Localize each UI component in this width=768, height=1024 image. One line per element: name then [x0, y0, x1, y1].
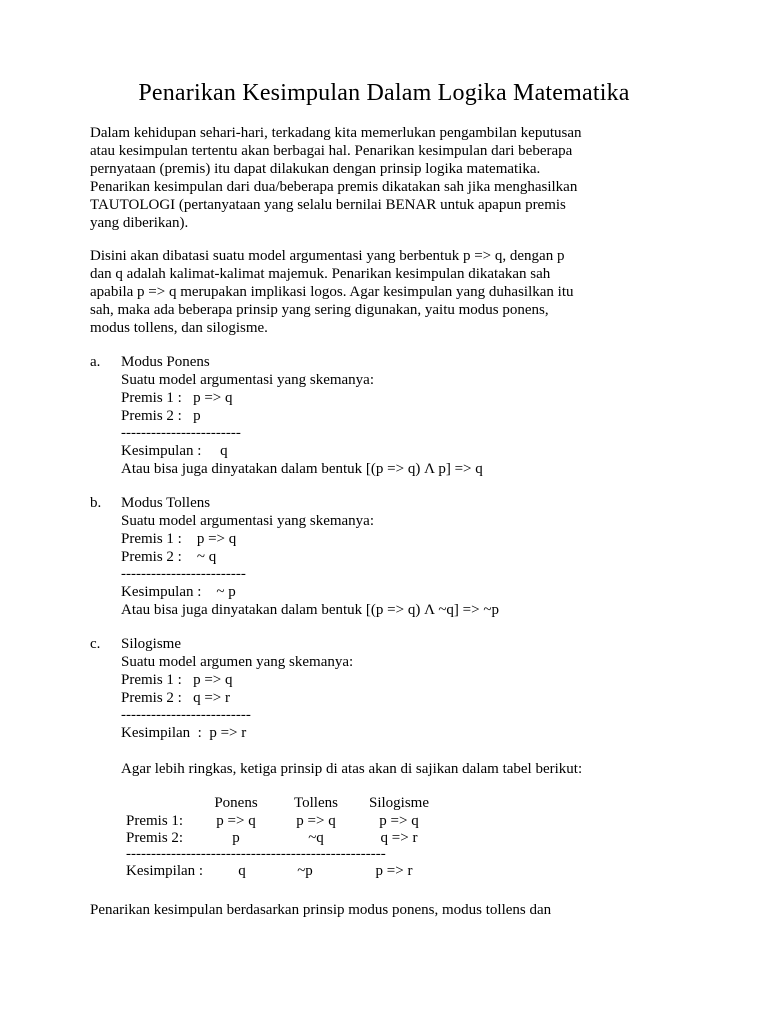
- conclusion: Kesimpulan : q: [121, 443, 228, 459]
- premis-1: Premis 1 : p => q: [121, 531, 237, 547]
- table-cell: p => q: [379, 813, 419, 829]
- table-cell: q => r: [380, 830, 418, 846]
- conclusion: Kesimpilan : p => r: [121, 725, 247, 741]
- section-intro: Suatu model argumen yang skemanya:: [121, 654, 354, 670]
- second-line: sah, maka ada beberapa prinsip yang sering digunakan, yaitu modus ponens,: [90, 302, 549, 318]
- intro-line: Penarikan kesimpulan dari dua/beberapa premis dikatakan sah jika menghasilkan: [90, 179, 578, 195]
- section-intro: Suatu model argumentasi yang skemanya:: [121, 372, 375, 388]
- section-note: Atau bisa juga dinyatakan dalam bentuk [(p => q) Λ ~q] => ~p: [121, 602, 499, 618]
- section-note: Atau bisa juga dinyatakan dalam bentuk [(p => q) Λ p] => q: [121, 461, 483, 477]
- premis-1: Premis 1 : p => q: [121, 672, 233, 688]
- second-paragraph: [90, 247, 690, 337]
- intro-paragraph: [90, 124, 690, 232]
- intro-line: TAUTOLOGI (pertanyataan yang selalu bernilai BENAR untuk apapun premis: [90, 197, 566, 213]
- section-heading: Modus Tollens: [121, 495, 211, 511]
- premis-1: Premis 1 : p => q: [121, 390, 233, 406]
- second-line: Disini akan dibatasi suatu model argumentasi yang berbentuk p => q, dengan p: [90, 248, 565, 264]
- intro-line: Dalam kehidupan sehari-hari, terkadang kita memerlukan pengambilan keputusan: [90, 125, 582, 141]
- divider-line: -------------------------: [121, 566, 246, 582]
- table-header-silogisme: Silogisme: [368, 795, 429, 811]
- table-row-label: Premis 1:: [126, 813, 184, 829]
- table-cell: q: [238, 863, 246, 879]
- conclusion: Kesimpulan : ~ p: [121, 584, 236, 600]
- summary-intro: Agar lebih ringkas, ketiga prinsip di atas akan di sajikan dalam tabel berikut:: [121, 761, 583, 777]
- closing-line: Penarikan kesimpulan berdasarkan prinsip modus ponens, modus tollens dan: [90, 902, 552, 918]
- second-line: dan q adalah kalimat-kalimat majemuk. Penarikan kesimpulan dikatakan sah: [90, 266, 551, 282]
- intro-line: yang diberikan).: [90, 215, 189, 231]
- table-row-label: Premis 2:: [126, 830, 184, 846]
- second-line: modus tollens, dan silogisme.: [90, 320, 268, 336]
- premis-2: Premis 2 : q => r: [121, 690, 230, 706]
- table-cell: p => r: [375, 863, 413, 879]
- table-divider: ----------------------------------------------------: [126, 846, 386, 862]
- table-cell: ~q: [308, 830, 324, 846]
- summary-table: [124, 794, 444, 884]
- table-row-label: Kesimpilan :: [126, 863, 204, 879]
- table-cell: p => q: [216, 813, 256, 829]
- page-title: Penarikan Kesimpulan Dalam Logika Matematika: [138, 80, 630, 106]
- table-cell: p => q: [296, 813, 336, 829]
- divider-line: --------------------------: [121, 707, 251, 723]
- intro-line: atau kesimpulan tertentu akan berbagai hal. Penarikan kesimpulan dari beberapa: [90, 143, 573, 159]
- table-cell: p: [232, 830, 240, 846]
- section-heading: Modus Ponens: [121, 354, 210, 370]
- section-marker: c.: [90, 636, 101, 652]
- section-intro: Suatu model argumentasi yang skemanya:: [121, 513, 375, 529]
- table-header-ponens: Ponens: [214, 795, 258, 811]
- table-cell: ~p: [297, 863, 313, 879]
- premis-2: Premis 2 : ~ q: [121, 549, 217, 565]
- divider-line: ------------------------: [121, 425, 241, 441]
- table-header-tollens: Tollens: [294, 795, 338, 811]
- section-marker: a.: [90, 354, 101, 370]
- intro-line: pernyataan (premis) itu dapat dilakukan dengan prinsip logika matematika.: [90, 161, 541, 177]
- section-marker: b.: [90, 495, 102, 511]
- second-line: apabila p => q merupakan implikasi logos. Agar kesimpulan yang duhasilkan itu: [90, 284, 574, 300]
- premis-2: Premis 2 : p: [121, 408, 201, 424]
- section-heading: Silogisme: [121, 636, 182, 652]
